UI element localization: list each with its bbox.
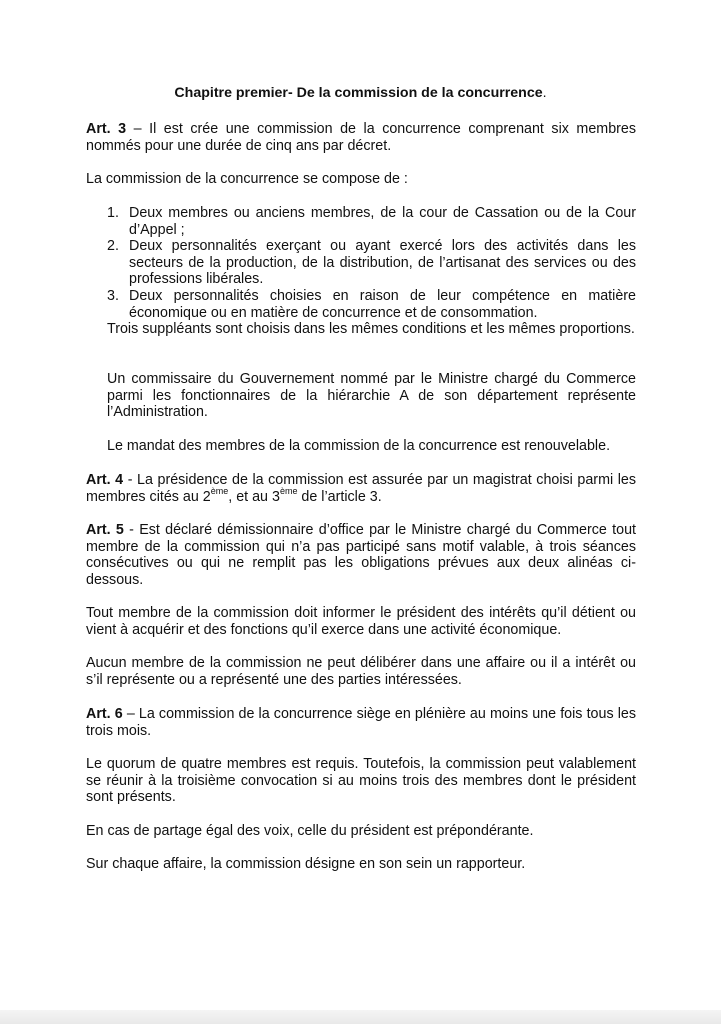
page-bottom-shade: [0, 1010, 721, 1024]
art3-suppleants: Trois suppléants sont choisis dans les mêmes conditions et les mêmes proportions.: [107, 321, 635, 337]
art3-paragraph: [86, 121, 636, 154]
list-item: Deux personnalités choisies en raison de leur compétence en matière économique ou en matière de concurrence et de consommation.: [129, 288, 636, 321]
chapter-title: [0, 85, 721, 101]
art3-text: – Il est crée une commission de la concurrence comprenant six membres nommés pour une durée de cinq ans par décret.: [86, 121, 637, 154]
chapter-title-dot: .: [542, 85, 547, 101]
list-item-number: 1.: [107, 205, 119, 221]
art5-paragraph: [86, 522, 636, 588]
art6-paragraph-3: En cas de partage égal des voix, celle du président est prépondérante.: [86, 823, 534, 839]
chapter-title-text: Chapitre premier- De la commission de la concurrence: [174, 85, 543, 101]
art4-paragraph: [86, 472, 636, 505]
art3-mandat: Le mandat des membres de la commission de la concurrence est renouvelable.: [107, 438, 611, 454]
art4-label: Art. 4: [86, 472, 124, 488]
art5-text: - Est déclaré démissionnaire d’office par le Ministre chargé du Commerce tout membre de la commission qui n’a pas participé sans motif valable, à trois séances consécutives ou qui ne remplit pas les obligations prévues aux deux alinéas ci-dessous.: [86, 522, 636, 588]
art6-label: Art. 6: [86, 706, 123, 722]
list-item: Deux personnalités exerçant ou ayant exercé lors des activités dans les secteurs de la production, de la distribution, de l’artisanat des services ou des professions libérales.: [129, 238, 636, 287]
art4-sup-2: ème: [279, 485, 298, 496]
art3-commissaire: Un commissaire du Gouvernement nommé par le Ministre chargé du Commerce parmi les fonctionnaires de la hiérarchie A de son département représente l’Administration.: [107, 371, 636, 420]
art5-paragraph-2: Tout membre de la commission doit informer le président des intérêts qu’il détient ou vient à acquérir et des fonctions qu’il exerce dans une activité économique.: [86, 605, 636, 638]
list-item: Deux membres ou anciens membres, de la cour de Cassation ou de la Cour d’Appel ;: [129, 205, 636, 238]
art3-compose: La commission de la concurrence se compose de :: [86, 171, 408, 187]
art4-text-a: - La présidence de la commission est assurée par un magistrat choisi parmi les membres cités au 2: [86, 472, 636, 505]
art3-label: Art. 3: [86, 121, 127, 137]
art4-text-b: , et au 3: [228, 488, 280, 505]
list-item-number: 2.: [107, 238, 119, 254]
art4-text-c: de l’article 3.: [297, 488, 382, 505]
art6-paragraph-4: Sur chaque affaire, la commission désigne en son sein un rapporteur.: [86, 856, 526, 872]
art6-paragraph-2: Le quorum de quatre membres est requis. Toutefois, la commission peut valablement se réunir à la troisième convocation si au moins trois des membres dont le président sont présents.: [86, 756, 636, 805]
art6-paragraph: [86, 706, 636, 739]
art6-text: – La commission de la concurrence siège en plénière au moins une fois tous les trois mois.: [86, 706, 636, 739]
art5-label: Art. 5: [86, 522, 124, 538]
art4-sup-1: ème: [210, 485, 229, 496]
list-item-number: 3.: [107, 288, 119, 304]
art5-paragraph-3: Aucun membre de la commission ne peut délibérer dans une affaire ou il a intérêt ou s’il représente ou a représenté une des parties intéressées.: [86, 655, 636, 688]
